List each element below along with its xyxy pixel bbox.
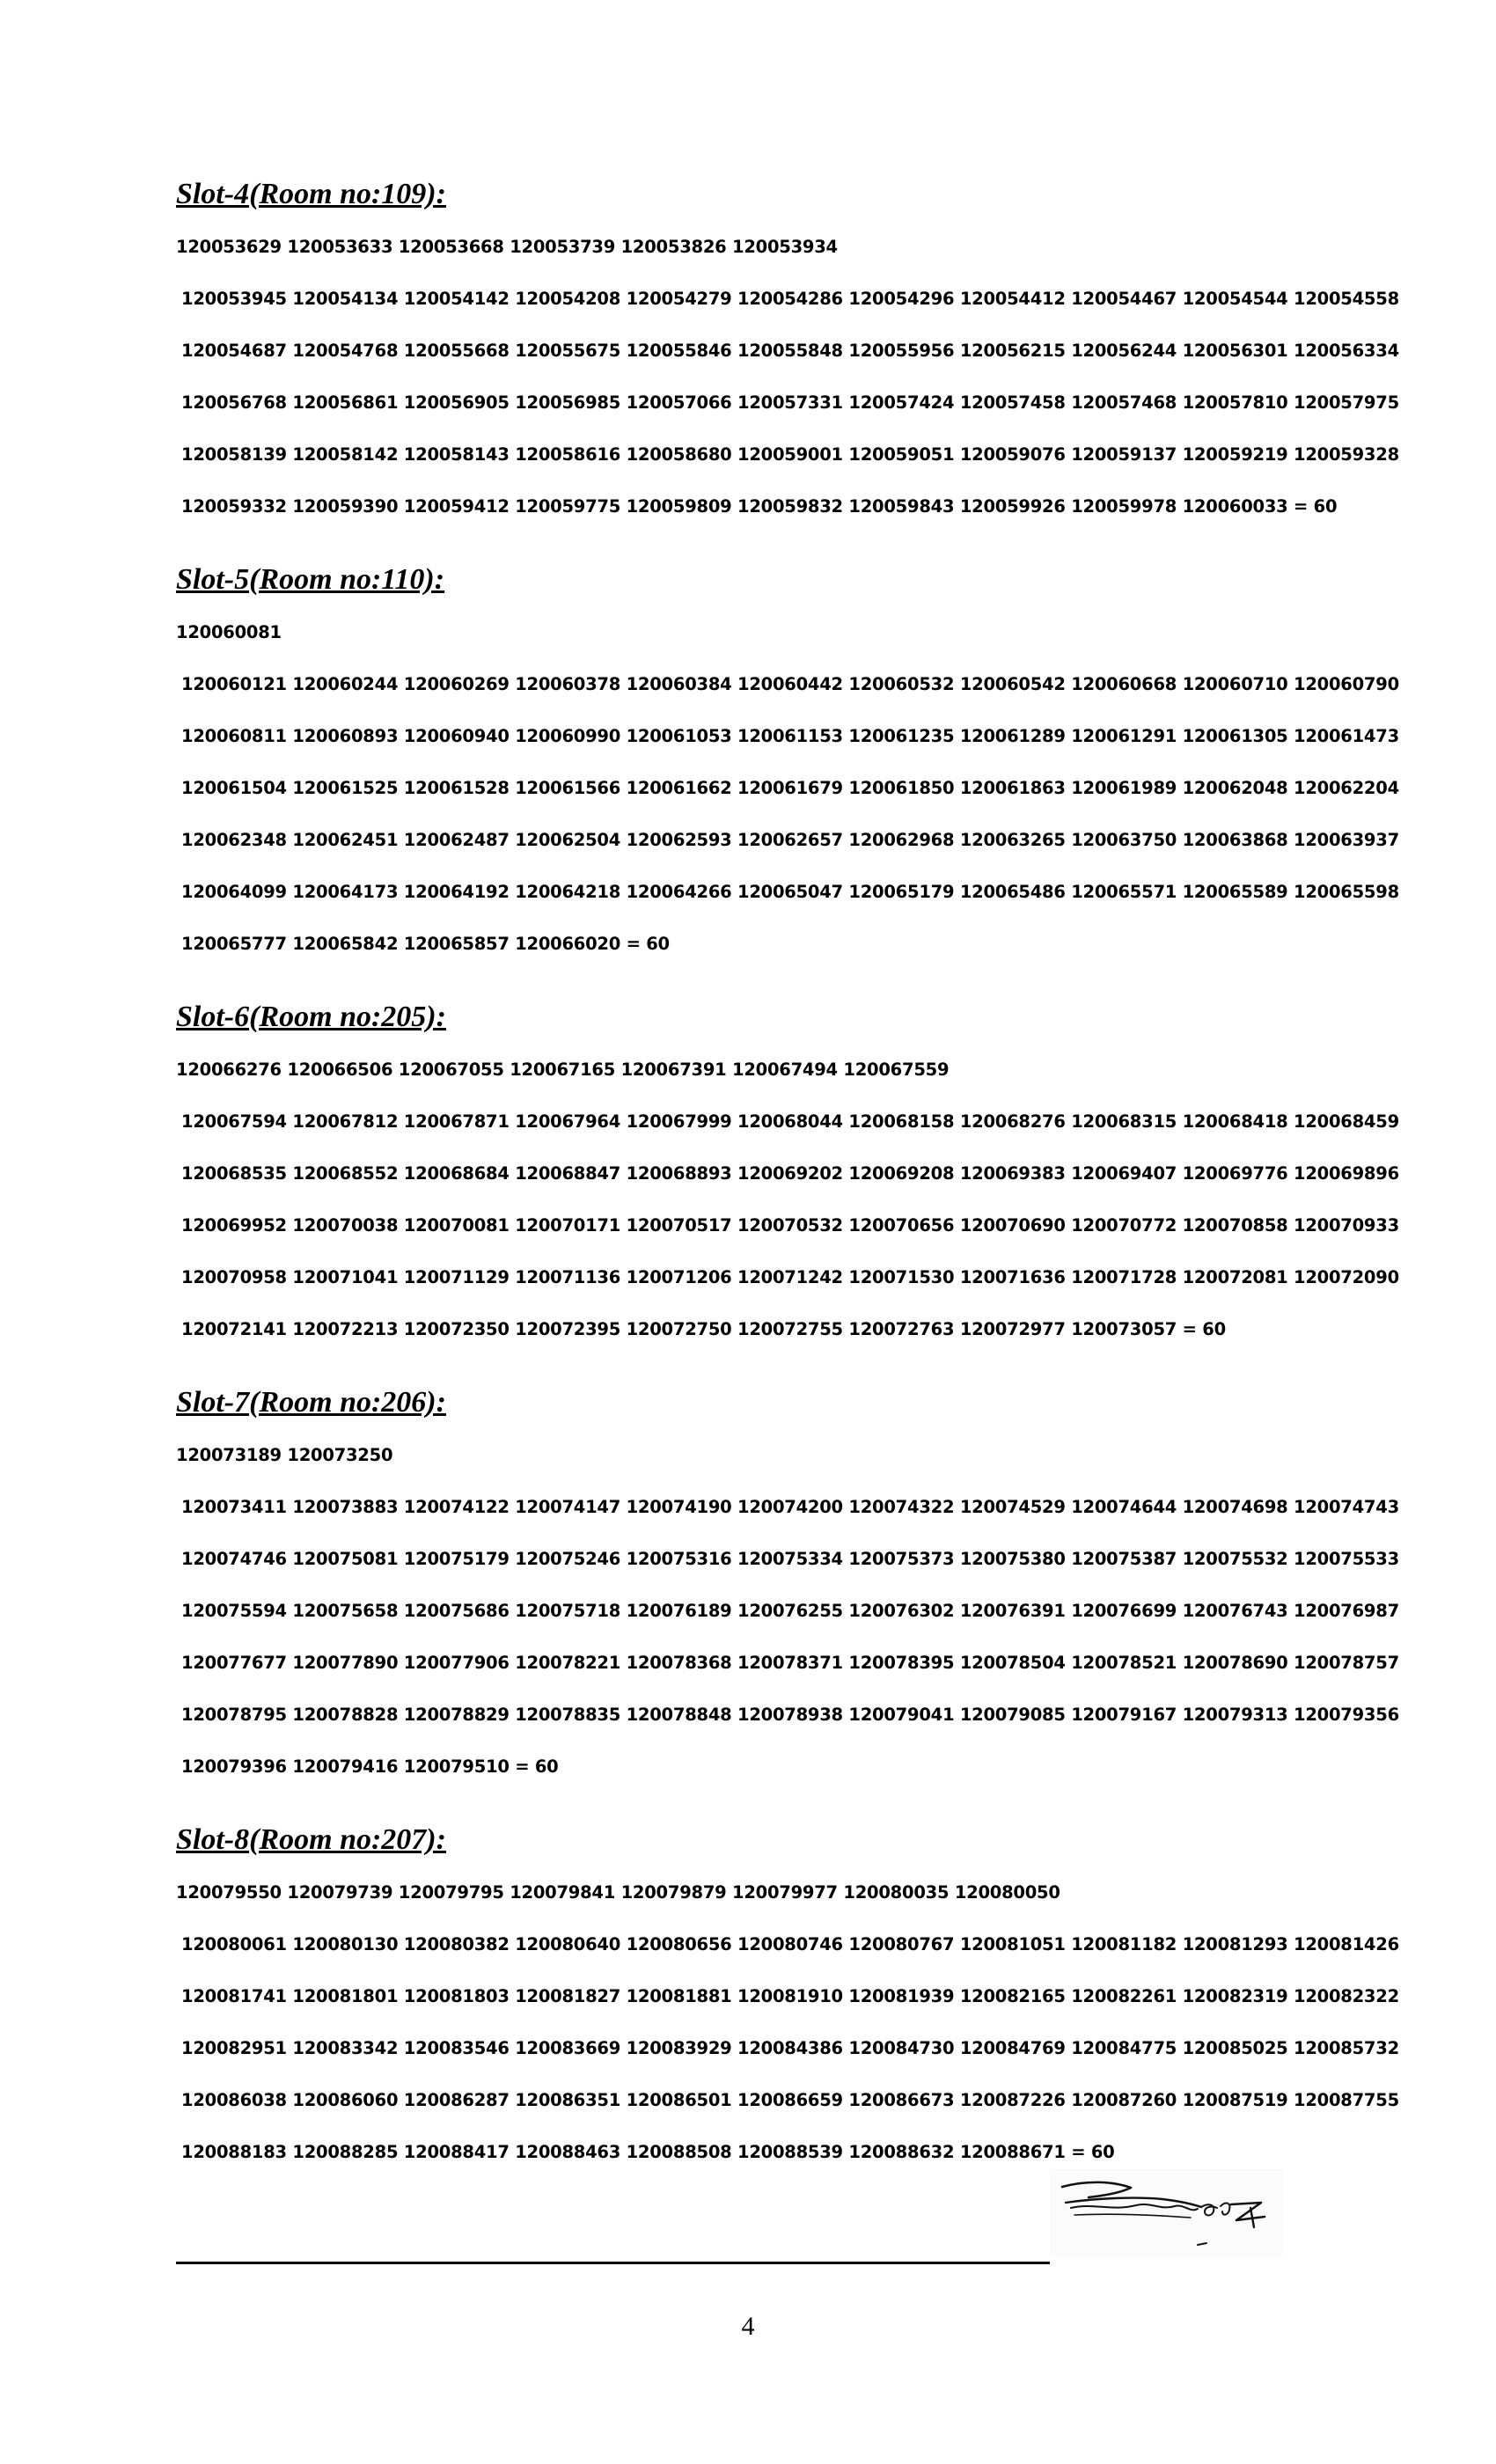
roll-line: 120068535 120068552 120068684 120068847 120068893 120069202 120069208 120069383 120069407 120069776 120069896 — [181, 1163, 1399, 1184]
roll-line: 120082951 120083342 120083546 120083669 120083929 120084386 120084730 120084769 120084775 120085025 120085732 — [181, 2038, 1399, 2058]
roll-line: 120086038 120086060 120086287 120086351 120086501 120086659 120086673 120087226 120087260 120087519 120087755 — [181, 2090, 1399, 2110]
roll-line: 120073189 120073250 — [176, 1445, 393, 1465]
roll-line: 120069952 120070038 120070081 120070171 120070517 120070532 120070656 120070690 120070772 120070858 120070933 — [181, 1215, 1399, 1236]
roll-line: 120074746 120075081 120075179 120075246 120075316 120075334 120075373 120075380 120075387 120075532 120075533 — [181, 1549, 1399, 1569]
roll-line: 120059332 120059390 120059412 120059775 120059809 120059832 120059843 120059926 120059978 120060033 = 60 — [181, 496, 1338, 517]
roll-line: 120088183 120088285 120088417 120088463 120088508 120088539 120088632 120088671 = 60 — [181, 2142, 1115, 2162]
roll-line: 120081741 120081801 120081803 120081827 120081881 120081910 120081939 120082165 120082261 120082319 120082322 — [181, 1986, 1399, 2006]
slot-section — [176, 561, 1399, 970]
roll-line: 120067594 120067812 120067871 120067964 120067999 120068044 120068158 120068276 120068315 120068418 120068459 — [181, 1111, 1399, 1132]
roll-line: 120062348 120062451 120062487 120062504 120062593 120062657 120062968 120063265 120063750 120063868 120063937 — [181, 830, 1399, 850]
slot-title: Slot-6(Room no:205): — [176, 1001, 446, 1033]
roll-line: 120065777 120065842 120065857 120066020 = 60 — [181, 934, 670, 954]
roll-line: 120060081 — [176, 622, 282, 642]
roll-line: 120079550 120079739 120079795 120079841 120079879 120079977 120080035 120080050 — [176, 1882, 1060, 1903]
slot-section — [176, 998, 1399, 1355]
slot-title: Slot-4(Room no:109): — [176, 178, 446, 210]
roll-line: 120060121 120060244 120060269 120060378 120060384 120060442 120060532 120060542 120060668 120060710 120060790 — [181, 674, 1399, 694]
roll-line: 120053629 120053633 120053668 120053739 120053826 120053934 — [176, 237, 838, 257]
roll-line: 120064099 120064173 120064192 120064218 120064266 120065047 120065179 120065486 120065571 120065589 120065598 — [181, 882, 1399, 902]
roll-line: 120077677 120077890 120077906 120078221 120078368 120078371 120078395 120078504 120078521 120078690 120078757 — [181, 1653, 1399, 1673]
roll-line: 120060811 120060893 120060940 120060990 120061053 120061153 120061235 120061289 120061291 120061305 120061473 — [181, 726, 1399, 746]
roll-line: 120056768 120056861 120056905 120056985 120057066 120057331 120057424 120057458 120057468 120057810 120057975 — [181, 392, 1399, 413]
slot-title: Slot-7(Room no:206): — [176, 1386, 446, 1419]
roll-line: 120073411 120073883 120074122 120074147 120074190 120074200 120074322 120074529 120074644 120074698 120074743 — [181, 1497, 1399, 1517]
slot-section — [176, 1383, 1399, 1793]
slot-title: Slot-5(Room no:110): — [176, 563, 445, 596]
roll-line: 120053945 120054134 120054142 120054208 120054279 120054286 120054296 120054412 120054467 120054544 120054558 — [181, 289, 1399, 309]
slot-section — [176, 175, 1399, 532]
roll-line: 120078795 120078828 120078829 120078835 120078848 120078938 120079041 120079085 120079167 120079313 120079356 — [181, 1705, 1399, 1725]
roll-line: 120072141 120072213 120072350 120072395 120072750 120072755 120072763 120072977 120073057 = 60 — [181, 1319, 1226, 1339]
roll-line: 120070958 120071041 120071129 120071136 120071206 120071242 120071530 120071636 120071728 120072081 120072090 — [181, 1267, 1399, 1287]
signature-rule — [176, 2262, 1050, 2264]
roll-line: 120061504 120061525 120061528 120061566 120061662 120061679 120061850 120061863 120061989 120062048 120062204 — [181, 778, 1399, 798]
page-number: 4 — [741, 2312, 755, 2341]
roll-line: 120066276 120066506 120067055 120067165 120067391 120067494 120067559 — [176, 1060, 950, 1080]
roll-line: 120079396 120079416 120079510 = 60 — [181, 1756, 559, 1777]
roll-line: 120054687 120054768 120055668 120055675 120055846 120055848 120055956 120056215 120056244 120056301 120056334 — [181, 341, 1399, 361]
roll-line: 120075594 120075658 120075686 120075718 120076189 120076255 120076302 120076391 120076699 120076743 120076987 — [181, 1601, 1399, 1621]
roll-line: 120058139 120058142 120058143 120058616 120058680 120059001 120059051 120059076 120059137 120059219 120059328 — [181, 444, 1399, 465]
slot-title: Slot-8(Room no:207): — [176, 1823, 446, 1856]
signature-image — [1050, 2169, 1283, 2257]
roll-line: 120080061 120080130 120080382 120080640 120080656 120080746 120080767 120081051 120081182 120081293 120081426 — [181, 1934, 1399, 1954]
slot-section — [176, 1821, 1399, 2178]
